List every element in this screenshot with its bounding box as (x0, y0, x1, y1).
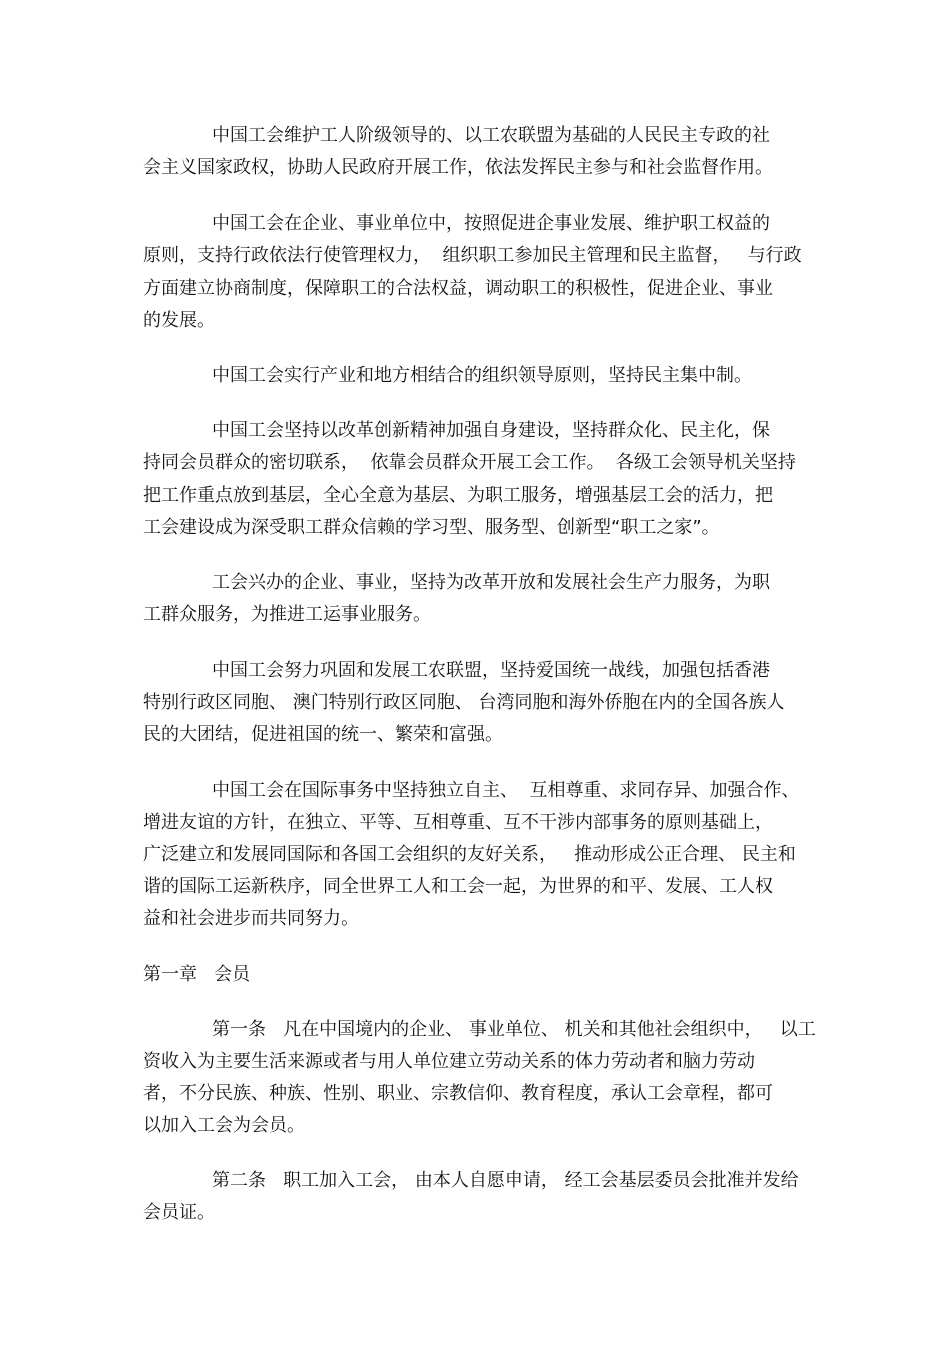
paragraph-line: 中国工会在企业、事业单位中，按照促进企事业发展、维护职工权益的 (212, 213, 770, 234)
paragraph-line: 广泛建立和发展同国际和各国工会组织的友好关系， 推动形成公正合理、 民主和 (143, 844, 796, 865)
paragraph-line: 中国工会努力巩固和发展工农联盟，坚持爱国统一战线，加强包括香港 (212, 660, 770, 681)
paragraph-line: 谐的国际工运新秩序，同全世界工人和工会一起，为世界的和平、发展、工人权 (143, 876, 773, 897)
paragraph-line: 的发展。 (143, 310, 215, 331)
paragraph-line: 中国工会在国际事务中坚持独立自主、 互相尊重、求同存异、加强合作、 (212, 780, 800, 801)
paragraph-line: 会主义国家政权，协助人民政府开展工作，依法发挥民主参与和社会监督作用。 (143, 157, 773, 178)
article-line: 者，不分民族、种族、性别、职业、宗教信仰、教育程度，承认工会章程，都可 (143, 1083, 773, 1104)
paragraph-line: 原则，支持行政依法行使管理权力， 组织职工参加民主管理和民主监督， 与行政 (143, 245, 802, 266)
paragraph-line: 中国工会实行产业和地方相结合的组织领导原则，坚持民主集中制。 (212, 365, 752, 386)
paragraph-line: 中国工会坚持以改革创新精神加强自身建设，坚持群众化、民主化，保 (212, 420, 770, 441)
article-line: 资收入为主要生活来源或者与用人单位建立劳动关系的体力劳动者和脑力劳动 (143, 1051, 755, 1072)
article-line: 第一条 凡在中国境内的企业、 事业单位、 机关和其他社会组织中， 以工 (212, 1019, 816, 1040)
paragraph-line: 工会兴办的企业、事业，坚持为改革开放和发展社会生产力服务，为职 (212, 572, 770, 593)
paragraph-line: 把工作重点放到基层，全心全意为基层、为职工服务，增强基层工会的活力，把 (143, 485, 773, 506)
article-line: 以加入工会为会员。 (143, 1115, 305, 1136)
paragraph-line: 工群众服务，为推进工运事业服务。 (143, 604, 431, 625)
paragraph-line: 特别行政区同胞、 澳门特别行政区同胞、 台湾同胞和海外侨胞在内的全国各族人 (143, 692, 785, 713)
article-line: 会员证。 (143, 1202, 215, 1223)
paragraph-line: 工会建设成为深受职工群众信赖的学习型、服务型、创新型“职工之家”。 (143, 517, 720, 538)
chapter-heading: 第一章 会员 (143, 964, 251, 985)
paragraph-line: 益和社会进步而共同努力。 (143, 908, 359, 929)
paragraph-line: 增进友谊的方针，在独立、平等、互相尊重、互不干涉内部事务的原则基础上， (143, 812, 773, 833)
paragraph-line: 方面建立协商制度，保障职工的合法权益，调动职工的积极性，促进企业、事业 (143, 278, 773, 299)
paragraph-line: 中国工会维护工人阶级领导的、以工农联盟为基础的人民民主专政的社 (212, 125, 770, 146)
article-line: 第二条 职工加入工会， 由本人自愿申请， 经工会基层委员会批准并发给 (212, 1170, 799, 1191)
paragraph-line: 民的大团结，促进祖国的统一、繁荣和富强。 (143, 724, 503, 745)
paragraph-line: 持同会员群众的密切联系， 依靠会员群众开展工会工作。 各级工会领导机关坚持 (143, 452, 796, 473)
